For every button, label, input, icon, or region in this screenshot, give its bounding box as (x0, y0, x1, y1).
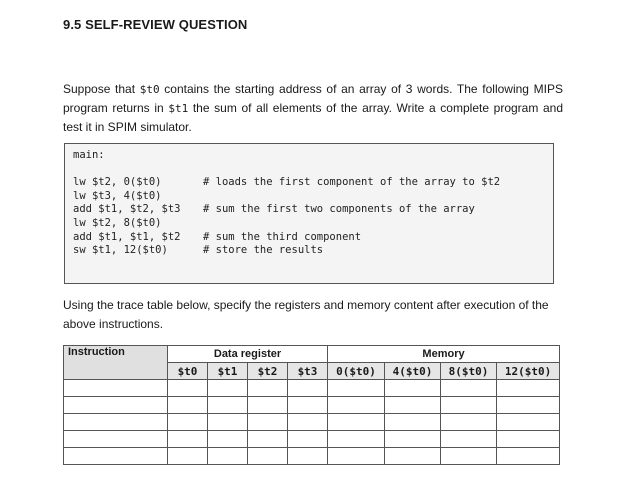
code-comment: # store the results (203, 244, 324, 257)
table-cell[interactable] (64, 431, 168, 448)
table-cell[interactable] (208, 431, 248, 448)
code-line (73, 231, 553, 245)
table-row (64, 448, 560, 465)
code-listing (64, 143, 554, 284)
code-comment: # sum the first two components of the array (203, 203, 475, 216)
memory-column-header: 0($t0) (328, 363, 385, 380)
table-cell[interactable] (441, 431, 497, 448)
code-label: main: (73, 149, 105, 161)
table-cell[interactable] (288, 448, 328, 465)
memory-column-header: 12($t0) (497, 363, 560, 380)
code-line (73, 176, 553, 190)
table-cell[interactable] (64, 380, 168, 397)
code-line (73, 244, 553, 258)
table-cell[interactable] (208, 380, 248, 397)
register-t0: $t0 (139, 83, 160, 96)
table-cell[interactable] (497, 431, 560, 448)
table-cell[interactable] (288, 431, 328, 448)
table-cell[interactable] (64, 397, 168, 414)
table-cell[interactable] (441, 414, 497, 431)
table-cell[interactable] (385, 397, 441, 414)
problem-statement (63, 80, 563, 137)
table-cell[interactable] (64, 414, 168, 431)
table-cell[interactable] (328, 397, 385, 414)
code-instruction: lw $t2, 8($t0) (73, 216, 162, 229)
table-cell[interactable] (248, 397, 288, 414)
table-cell[interactable] (328, 414, 385, 431)
table-cell[interactable] (385, 431, 441, 448)
memory-column-header: 8($t0) (441, 363, 497, 380)
code-instruction: add $t1, $t2, $t3 (73, 203, 181, 216)
register-t1: $t1 (168, 102, 189, 115)
table-cell[interactable] (288, 380, 328, 397)
table-cell[interactable] (497, 448, 560, 465)
table-cell[interactable] (497, 397, 560, 414)
register-column-header: $t0 (168, 363, 208, 380)
register-column-header: $t1 (208, 363, 248, 380)
code-comment: # sum the third component (203, 230, 362, 243)
memory-column-header: 4($t0) (385, 363, 441, 380)
code-instruction: add $t1, $t1, $t2 (73, 230, 181, 243)
data-register-header: Data register (168, 346, 328, 363)
table-row (64, 397, 560, 414)
intro-text-2: contains the starting address of an array of 3 words. The following MIPS program returns in (63, 82, 563, 115)
table-cell[interactable] (385, 380, 441, 397)
table-cell[interactable] (208, 414, 248, 431)
table-cell[interactable] (385, 414, 441, 431)
table-cell[interactable] (328, 448, 385, 465)
table-cell[interactable] (64, 448, 168, 465)
table-cell[interactable] (328, 380, 385, 397)
table-header-row (64, 346, 560, 363)
code-line (73, 190, 553, 204)
table-cell[interactable] (208, 397, 248, 414)
table-cell[interactable] (168, 380, 208, 397)
table-cell[interactable] (497, 380, 560, 397)
table-row (64, 431, 560, 448)
code-instruction: sw $t1, 12($t0) (73, 244, 168, 257)
table-cell[interactable] (248, 414, 288, 431)
table-cell[interactable] (328, 431, 385, 448)
intro-text-1: Suppose that (63, 82, 140, 96)
register-column-header: $t2 (248, 363, 288, 380)
code-line (73, 217, 553, 231)
memory-header: Memory (328, 346, 560, 363)
trace-instructions: Using the trace table below, specify the registers and memory content after execution of the above instructions. (63, 298, 549, 331)
trace-table (63, 345, 560, 465)
table-cell[interactable] (441, 448, 497, 465)
table-cell[interactable] (248, 431, 288, 448)
table-cell[interactable] (168, 397, 208, 414)
code-line (73, 203, 553, 217)
code-comment: # loads the first component of the array to $t2 (203, 176, 501, 189)
code-instruction: lw $t3, 4($t0) (73, 189, 162, 202)
table-cell[interactable] (168, 414, 208, 431)
table-cell[interactable] (168, 431, 208, 448)
table-row (64, 414, 560, 431)
table-cell[interactable] (208, 448, 248, 465)
intro-text-3: the sum of all elements of the array. Write a complete program and test it in SPIM simulator. (63, 101, 563, 134)
table-row (64, 380, 560, 397)
instruction-header: Instruction (64, 346, 168, 380)
table-cell[interactable] (497, 414, 560, 431)
table-cell[interactable] (248, 448, 288, 465)
table-cell[interactable] (385, 448, 441, 465)
register-column-header: $t3 (288, 363, 328, 380)
table-cell[interactable] (288, 414, 328, 431)
table-cell[interactable] (288, 397, 328, 414)
table-cell[interactable] (248, 380, 288, 397)
code-instruction: lw $t2, 0($t0) (73, 176, 162, 189)
table-cell[interactable] (441, 397, 497, 414)
table-cell[interactable] (441, 380, 497, 397)
section-heading: 9.5 SELF-REVIEW QUESTION (63, 17, 248, 32)
table-cell[interactable] (168, 448, 208, 465)
